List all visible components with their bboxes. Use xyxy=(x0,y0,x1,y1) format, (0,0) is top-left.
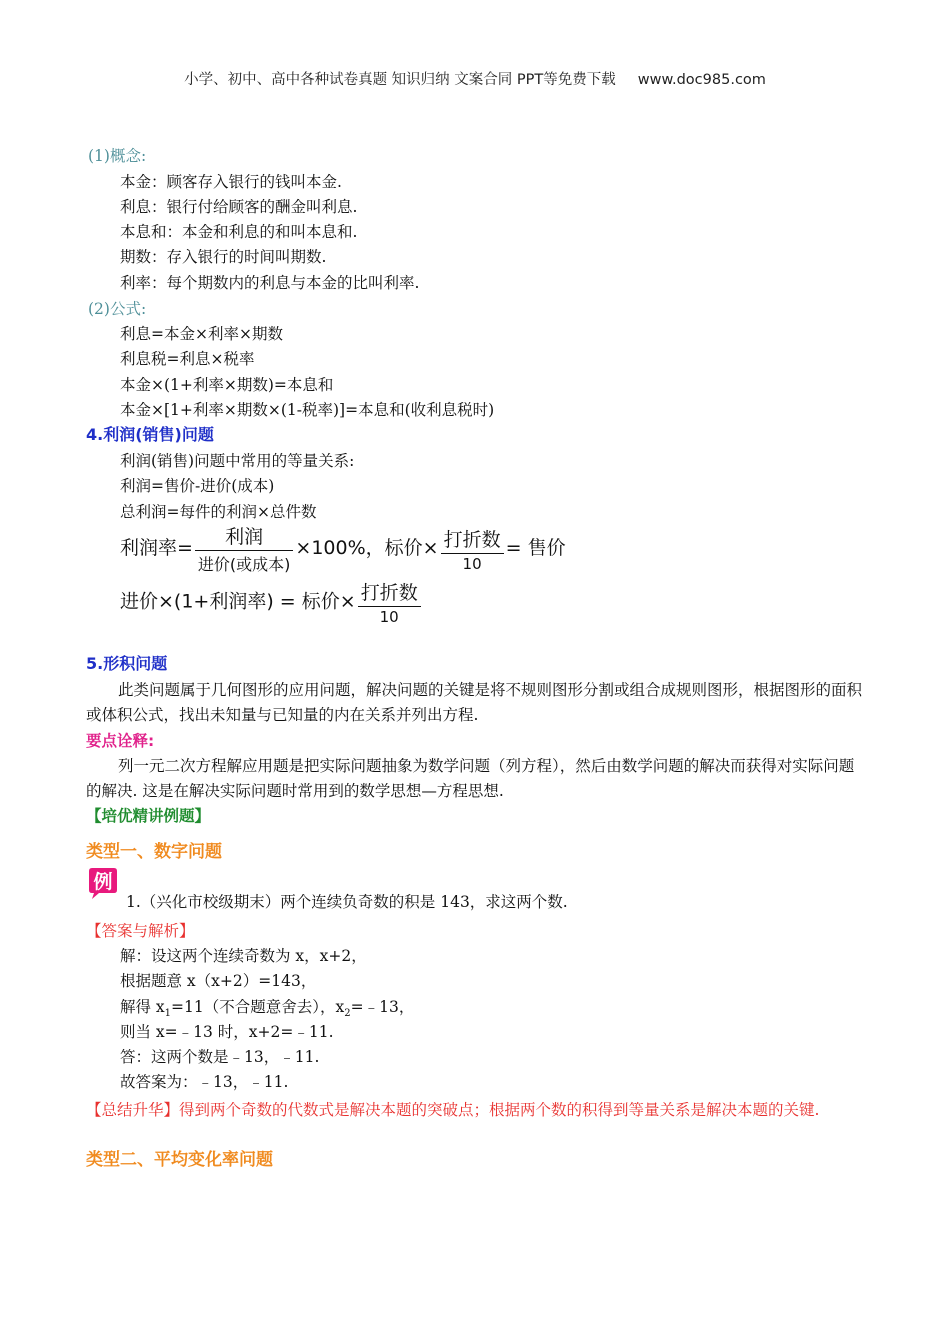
example1-question: 1.（兴化市校级期末）两个连续负奇数的积是 143，求这两个数. xyxy=(126,893,568,911)
sol3-sub1: 1 xyxy=(164,1008,172,1020)
concept-item: 本息和：本金和利息的和叫本息和. xyxy=(120,223,358,241)
concept-item: 利率：每个期数内的利息与本金的比叫利率. xyxy=(120,274,420,292)
section4-line: 利润(销售)问题中常用的等量关系: xyxy=(120,452,355,470)
keypoints-body: 列一元二次方程解应用题是把实际问题抽象为数学问题（列方程），然后由数学问题的解决而获得对实际问题的解决. 这是在解决实际问题时常用到的数学思想—方程思想. xyxy=(86,757,855,800)
section5-title: 5.形积问题 xyxy=(86,654,168,673)
eq2-frac-den: 10 xyxy=(379,608,399,626)
eq2-frac-num: 打折数 xyxy=(358,578,421,607)
eq1-frac1-den: 进价(或成本) xyxy=(197,555,291,574)
section5-body: 此类问题属于几何图形的应用问题，解决问题的关键是将不规则图形分割或组合成规则图形，根据图形的面积或体积公式，找出未知量与已知量的内在关系并列出方程. xyxy=(86,681,863,724)
header-text: 小学、初中、高中各种试卷真题 知识归纳 文案合同 PPT等免费下载 xyxy=(184,72,616,88)
sol3-sub2: 2 xyxy=(344,1008,351,1020)
eq2-lhs: 进价×(1+利润率) = 标价× xyxy=(120,590,356,613)
eq1-frac2-num: 打折数 xyxy=(441,525,504,554)
eq1-rhs: = 售价 xyxy=(505,537,566,559)
examples-heading: 【培优精讲例题】 xyxy=(86,807,211,825)
formulas-heading: (2)公式: xyxy=(88,300,147,318)
solution-line xyxy=(120,997,414,1024)
example-badge-icon xyxy=(86,866,120,900)
concept-item: 期数：存入银行的时间叫期数. xyxy=(120,248,327,266)
solution-line: 则当 x=﹣13 时，x+2=﹣11. xyxy=(120,1023,334,1041)
formula-item: 利息=本金×利率×期数 xyxy=(120,325,283,343)
type2-title: 类型二、平均变化率问题 xyxy=(86,1150,273,1170)
answer-label: 【答案与解析】 xyxy=(86,922,195,940)
formula-item: 利息税=利息×税率 xyxy=(120,350,255,368)
summary-label: 【总结升华】 xyxy=(86,1101,180,1119)
summary-body: 得到两个奇数的代数式是解决本题的突破点；根据两个数的积得到等量关系是解决本题的关键. xyxy=(179,1101,820,1119)
eq1-mid: ×100%，标价× xyxy=(295,537,439,559)
concept-item: 本金：顾客存入银行的钱叫本金. xyxy=(120,173,342,191)
example-badge-text: 例 xyxy=(93,871,113,893)
eq1-frac2-den: 10 xyxy=(462,554,482,573)
header-site-link[interactable]: www.doc985.com xyxy=(637,72,766,88)
eq1-fraction-profit xyxy=(195,522,294,575)
sol3-part-a: 解得 x xyxy=(120,998,165,1016)
solution-line: 答：这两个数是﹣13，﹣11. xyxy=(120,1048,320,1066)
cost-price-equation xyxy=(120,578,423,626)
eq1-fraction-discount xyxy=(441,525,504,573)
sol3-part-b: =11（不合题意舍去），x xyxy=(171,998,345,1016)
section4-title: 4.利润(销售)问题 xyxy=(86,425,214,444)
eq2-fraction-discount xyxy=(358,578,421,626)
formula-item: 本金×(1+利率×期数)=本息和 xyxy=(120,376,334,394)
keypoints-title: 要点诠释: xyxy=(86,732,155,750)
formula-item: 本金×[1+利率×期数×(1-税率)]=本息和(收利息税时) xyxy=(120,401,495,419)
section4-line: 总利润=每件的利润×总件数 xyxy=(120,503,317,521)
solution-line: 解：设这两个连续奇数为 x，x+2， xyxy=(120,947,367,965)
eq1-lhs: 利润率= xyxy=(120,537,193,559)
page-header xyxy=(0,68,950,89)
solution-line: 故答案为：﹣13，﹣11. xyxy=(120,1073,289,1091)
concept-item: 利息：银行付给顾客的酬金叫利息. xyxy=(120,198,358,216)
concepts-heading: (1)概念: xyxy=(88,147,147,165)
summary xyxy=(86,1098,866,1123)
section4-line: 利润=售价-进价(成本) xyxy=(120,477,275,495)
eq1-frac1-num: 利润 xyxy=(195,522,294,551)
sol3-part-c: =﹣13， xyxy=(350,998,415,1016)
solution-line: 根据题意 x（x+2）=143， xyxy=(120,972,317,990)
example-badge xyxy=(86,866,120,900)
type1-title: 类型一、数字问题 xyxy=(86,842,222,862)
profit-rate-equation xyxy=(120,522,566,575)
